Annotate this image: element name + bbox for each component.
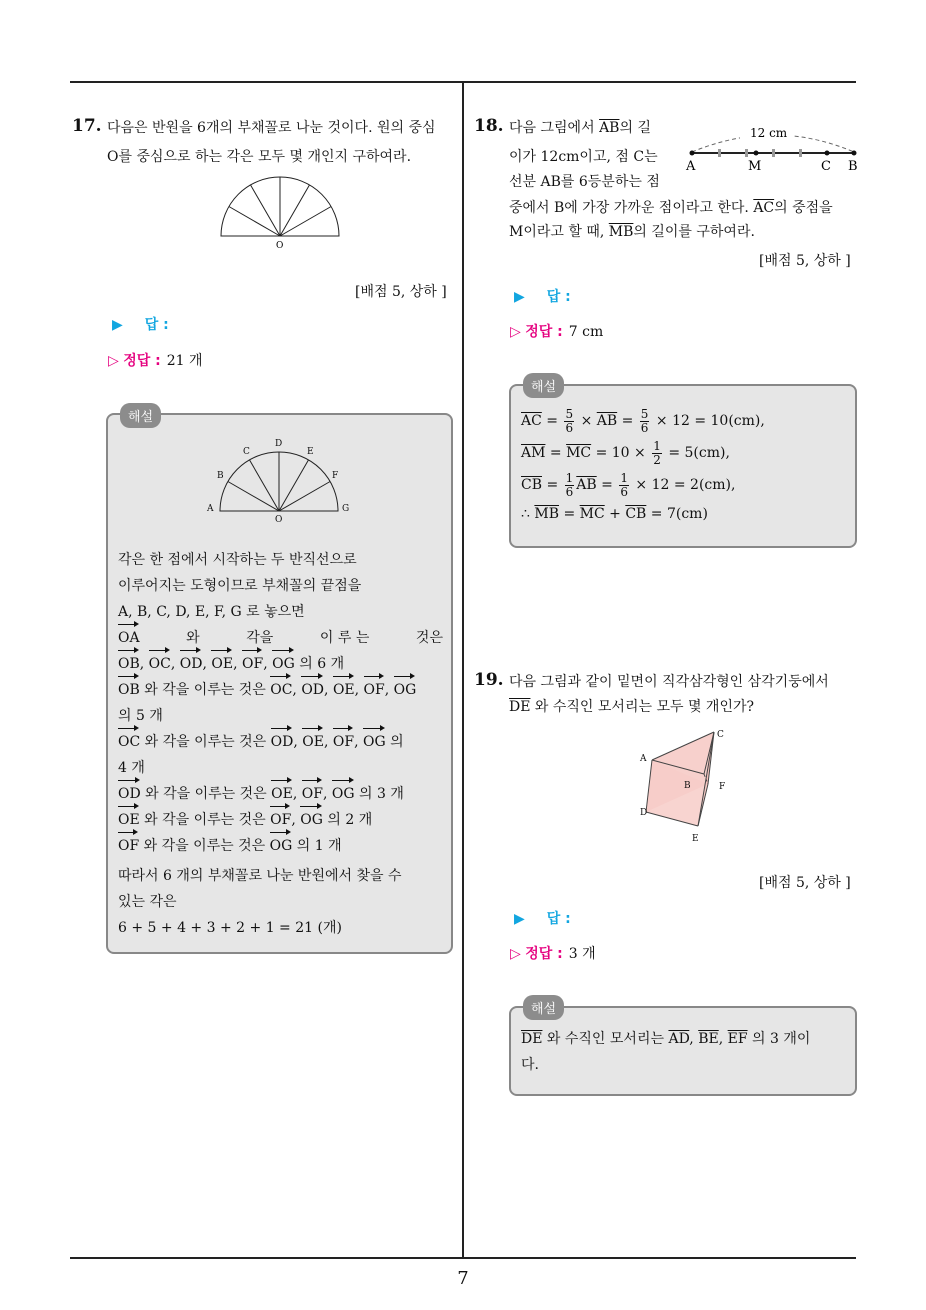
seg: $\overline{DE}$ (521, 1031, 543, 1047)
segment-ac: $\overline{AC}$ (753, 200, 775, 216)
fraction (564, 408, 574, 435)
ray: OC (118, 729, 140, 755)
therefore: ∴ (521, 506, 530, 522)
q19-solution-text (521, 1026, 851, 1078)
numerator: 1 (620, 470, 628, 485)
sol-line: OB 와 각을 이루는 것은 OC, OD, OE, OF, OG (118, 677, 443, 703)
ray: OB (118, 651, 140, 677)
q18-number: 18. (474, 116, 504, 136)
q18-length-label: 12 cm (750, 126, 788, 140)
q17-correct-label: 정답 : (123, 353, 161, 369)
q17-score: [배점 5, 상하 ] (355, 284, 447, 300)
text: 의 3 개이 (752, 1031, 811, 1047)
sol-line: $\overline{DE}$ 와 수직인 모서리는 $\overline{AD}$, $\overline{BE}$, $\overline{EF}$ 의 3 개이 (521, 1031, 811, 1047)
ray: OE (302, 729, 324, 755)
ray: OE (211, 651, 233, 677)
q19-correct-value: 3 개 (568, 946, 596, 962)
play-icon: ▶ (514, 911, 525, 927)
text: 와 수직인 모서리는 모두 몇 개인가? (534, 699, 754, 715)
q18-point-m: M (748, 159, 762, 174)
sol-line: OE 와 각을 이루는 것은 OF, OG 의 2 개 (118, 807, 443, 833)
fraction (652, 440, 662, 467)
sol-word: 와 각을 이루는 것은 (145, 786, 267, 802)
ray: OE (118, 807, 140, 833)
fraction (640, 408, 650, 435)
q17-solution-text (118, 547, 443, 941)
denominator: 6 (620, 484, 628, 499)
q19-line2 (509, 693, 754, 722)
denominator: 6 (565, 420, 574, 435)
q18-answer-row (514, 286, 571, 306)
segment-ab: $\overline{AB}$ (599, 120, 620, 136)
q17-point-a: A (207, 504, 214, 514)
sol-line: OB, OC, OD, OE, OF, OG 의 6 개 (118, 651, 443, 677)
q17-answer-row (112, 314, 169, 334)
ray: OE (333, 677, 355, 703)
ray: OD (118, 781, 141, 807)
q17-point-g: G (342, 504, 350, 514)
ray: OG (332, 781, 355, 807)
op: + (609, 506, 621, 522)
text: 의 중점을 (774, 200, 833, 216)
q18-correct-row (510, 321, 603, 341)
q19-answer-label: 답 : (546, 911, 571, 927)
q17-answer-label: 답 : (144, 317, 169, 333)
q17-point-c: C (243, 447, 250, 457)
q17-point-o: O (275, 515, 283, 525)
text: M이라고 할 때, (509, 224, 605, 240)
text: 중에서 B에 가장 가까운 점이라고 한다. (509, 200, 749, 216)
sol-word: 의 (390, 734, 404, 750)
op: = (549, 445, 562, 461)
numerator: 5 (565, 406, 574, 421)
ray: OF (364, 677, 385, 703)
q17-number: 17. (72, 116, 102, 136)
seg: $\overline{CB}$ (625, 506, 647, 522)
sol-line: 있는 각은 (118, 894, 177, 910)
q18-solution-tag: 해설 (523, 373, 564, 398)
q17-center-label: O (276, 241, 284, 251)
op: = (546, 413, 559, 429)
ray: OF (118, 833, 139, 859)
sol-line: 따라서 6 개의 부채꼴로 나눈 반원에서 찾을 수 (118, 868, 402, 884)
seg: $\overline{AC}$ (521, 413, 542, 429)
text: 와 수직인 모서리는 (546, 1031, 664, 1047)
op: = (546, 477, 559, 493)
fraction (619, 472, 629, 499)
q19-correct-row (510, 943, 596, 963)
q17-correct-value: 21 개 (166, 353, 203, 369)
seg: $\overline{MC}$ (566, 445, 592, 461)
eq-line (521, 469, 851, 501)
q17-point-d: D (275, 439, 283, 449)
q17-semicircle-figure (215, 176, 345, 252)
q18-segment-figure (680, 122, 860, 178)
seg: $\overline{EF}$ (727, 1031, 748, 1047)
ray: OF (242, 651, 263, 677)
outline-play-icon: ▷ (510, 946, 521, 962)
q18-point-b: B (848, 159, 858, 174)
op: = (601, 477, 613, 493)
q18-line1 (509, 114, 651, 143)
play-icon: ▶ (112, 317, 123, 333)
denominator: 2 (653, 452, 661, 467)
ray: OC (149, 651, 171, 677)
sol-word: 와 각을 이루는 것은 (144, 682, 266, 698)
denominator: 6 (640, 420, 649, 435)
column-divider (462, 81, 464, 1259)
q17-correct-row (108, 350, 203, 370)
ray: OD (301, 677, 324, 703)
op: = (563, 506, 576, 522)
sol-word: 각을 (246, 630, 274, 646)
q19-line1: 다음 그림과 같이 밑면이 직각삼각형인 삼각기둥에서 (509, 674, 829, 690)
q19-point-e: E (692, 834, 699, 844)
seg: $\overline{AB}$ (596, 413, 618, 429)
sol-line (118, 833, 443, 859)
q18-answer-label: 답 : (546, 289, 571, 305)
sol-word: 와 각을 이루는 것은 (143, 838, 266, 854)
ray-oa: OA (118, 625, 140, 651)
sol-word: 의 6 개 (299, 656, 345, 672)
op: × (580, 413, 593, 429)
q19-prism-figure (636, 724, 736, 848)
text: 의 길이를 구하여라. (633, 224, 755, 240)
sol-word: 와 각을 이루는 것은 (144, 812, 266, 828)
seg: $\overline{AM}$ (521, 445, 546, 461)
numerator: 5 (640, 406, 649, 421)
sol-word: 의 1 개 (296, 838, 342, 854)
op: = (621, 413, 634, 429)
q19-point-c: C (717, 730, 724, 740)
q19-answer-row (514, 908, 571, 928)
ray: OF (270, 807, 291, 833)
text: = 10 × (595, 445, 646, 461)
seg: $\overline{BE}$ (698, 1031, 719, 1047)
q18-correct-value: 7 cm (568, 324, 604, 340)
q19-point-b: B (684, 781, 691, 791)
seg: $\overline{AB}$ (576, 477, 597, 493)
play-icon: ▶ (514, 289, 525, 305)
q19-score: [배점 5, 상하 ] (759, 875, 851, 891)
seg: $\overline{AD}$ (668, 1031, 690, 1047)
eq-line (521, 501, 851, 527)
outline-play-icon: ▷ (510, 324, 521, 340)
page-number: 7 (457, 1268, 469, 1289)
sol-line: OD 와 각을 이루는 것은 OE, OF, OG 의 3 개 (118, 781, 443, 807)
ray: OB (118, 677, 140, 703)
text: × 12 = 2(cm), (635, 477, 736, 493)
q19-number: 19. (474, 670, 504, 690)
q18-line5 (509, 218, 755, 247)
sol-line: 6 + 5 + 4 + 3 + 2 + 1 = 21 (개) (118, 920, 342, 936)
denominator: 6 (565, 484, 574, 499)
q17-point-e: E (307, 447, 314, 457)
ray: OG (363, 729, 386, 755)
outline-play-icon: ▷ (108, 353, 119, 369)
sol-word: 의 3 개 (359, 786, 404, 802)
q17-line1: 다음은 반원을 6개의 부채꼴로 나눈 것이다. 원의 중심 (107, 120, 436, 136)
ray: OD (271, 729, 294, 755)
seg: $\overline{CB}$ (521, 477, 542, 493)
q19-solution-tag: 해설 (523, 995, 564, 1020)
ray: OG (272, 651, 295, 677)
sol-line: A, B, C, D, E, F, G 로 놓으면 (118, 604, 305, 620)
text: = 5(cm), (668, 445, 730, 461)
ray: OG (270, 833, 293, 859)
sol-word: 것은 (415, 630, 443, 646)
sol-word: 이 루 는 (319, 630, 370, 646)
text: 다음 그림에서 (509, 120, 595, 136)
q18-point-c: C (821, 159, 831, 174)
ray: OF (302, 781, 323, 807)
numerator: 1 (653, 438, 661, 453)
ray: OG (394, 677, 417, 703)
q19-point-d: D (640, 808, 648, 818)
ray: OF (333, 729, 354, 755)
ray: OC (270, 677, 292, 703)
q18-correct-label: 정답 : (525, 324, 563, 340)
q18-line3: 선분 AB를 6등분하는 점 (509, 174, 660, 190)
q18-line2: 이가 12cm이고, 점 C는 (509, 149, 658, 165)
eq-line (521, 405, 851, 437)
seg: $\overline{MB}$ (534, 506, 559, 522)
q17-line2: O를 중심으로 하는 각은 모두 몇 개인지 구하여라. (107, 149, 412, 165)
sol-word: 와 (186, 630, 200, 646)
sol-word: 의 2 개 (327, 812, 373, 828)
q17-point-f: F (332, 471, 339, 481)
sol-line: 이루어지는 도형이므로 부채꼴의 끝점을 (118, 578, 362, 594)
ray: OE (271, 781, 293, 807)
sol-line: 다. (521, 1057, 539, 1073)
q19-point-a: A (640, 754, 647, 764)
numerator: 1 (565, 470, 574, 485)
q17-solution-tag: 해설 (120, 403, 161, 428)
seg: $\overline{MC}$ (579, 506, 605, 522)
eq-line (521, 437, 851, 469)
sol-line: OC 와 각을 이루는 것은 OD, OE, OF, OG 의 (118, 729, 443, 755)
text: 의 길 (619, 120, 651, 136)
bottom-rule (70, 1257, 856, 1259)
q17-point-b: B (217, 471, 224, 481)
q18-score: [배점 5, 상하 ] (759, 253, 851, 269)
text: × 12 = 10(cm), (655, 413, 765, 429)
segment-de: $\overline{DE}$ (509, 699, 531, 715)
sol-line: 의 5 개 (118, 708, 163, 724)
ray: OG (300, 807, 323, 833)
q19-correct-label: 정답 : (525, 946, 563, 962)
q18-solution-text (521, 405, 851, 527)
q17-solution-figure (200, 436, 360, 526)
sol-line: 각은 한 점에서 시작하는 두 반직선으로 (118, 552, 357, 568)
fraction (565, 472, 575, 499)
text: = 7(cm) (650, 506, 708, 522)
segment-mb: $\overline{MB}$ (608, 224, 634, 240)
q19-point-f: F (719, 782, 726, 792)
q18-point-a: A (686, 159, 696, 174)
sol-line: 4 개 (118, 760, 145, 776)
ray: OD (180, 651, 203, 677)
sol-word: 와 각을 이루는 것은 (144, 734, 267, 750)
